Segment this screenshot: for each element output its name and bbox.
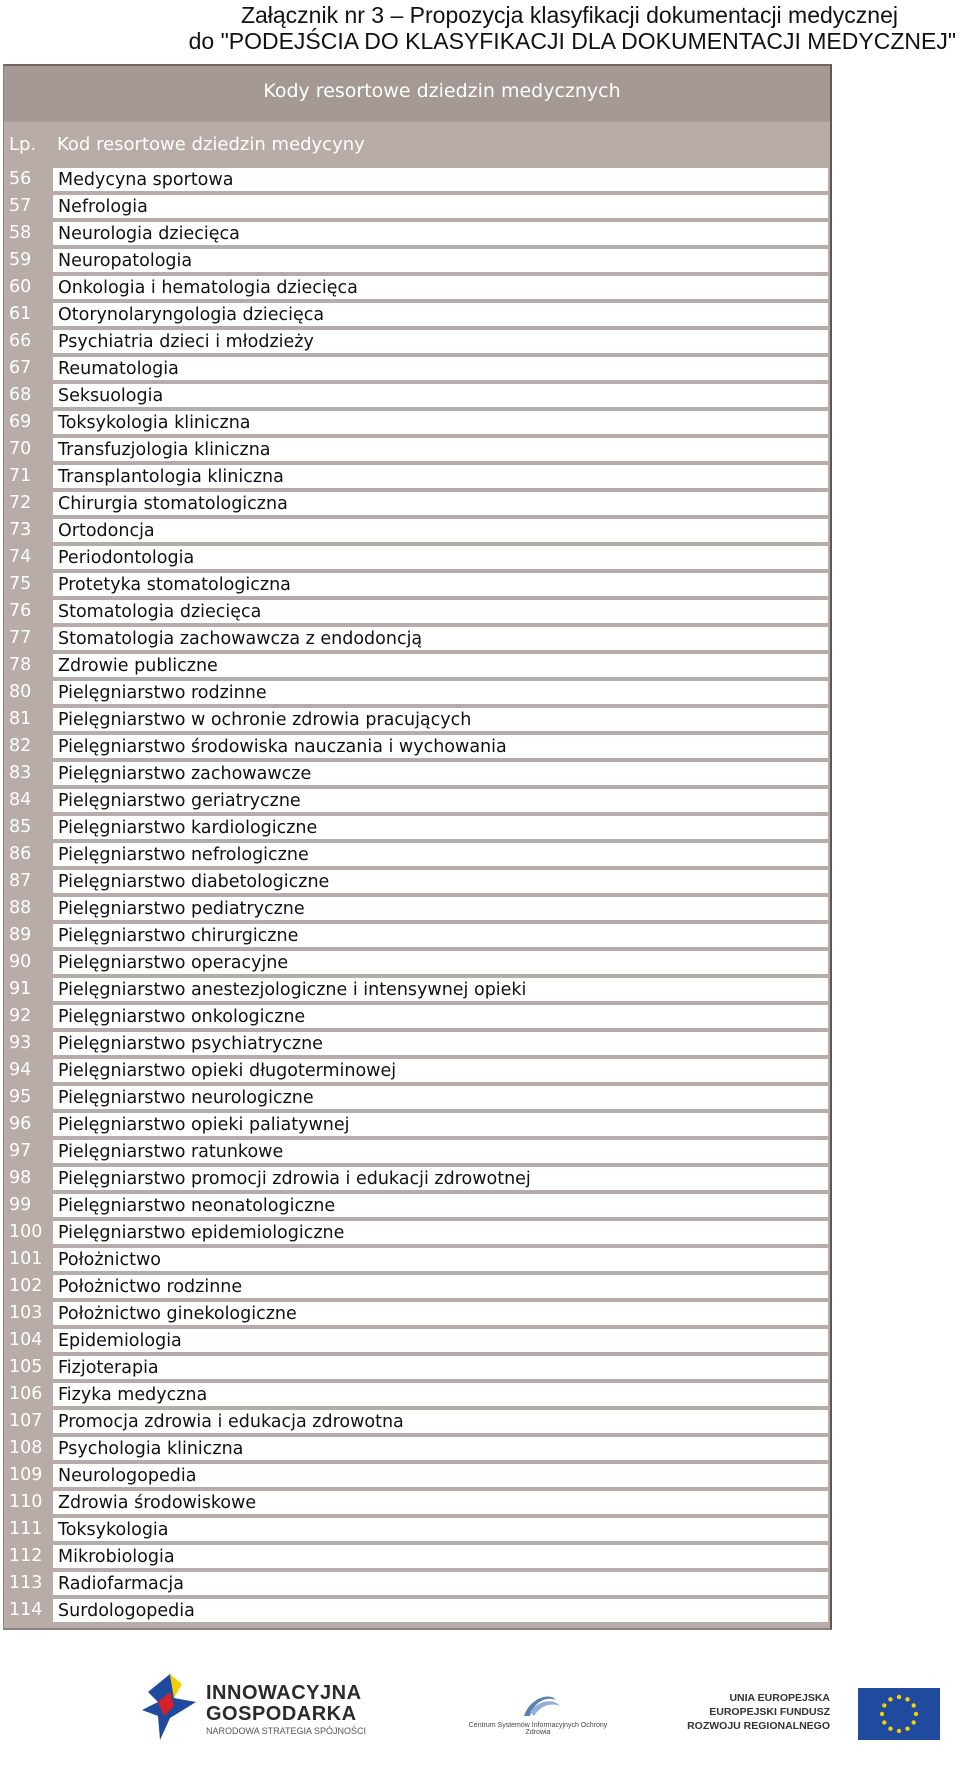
- eu-flag-icon: [858, 1688, 940, 1740]
- row-lp: 80: [9, 682, 32, 702]
- table-row: [4, 679, 830, 706]
- header-title-line2: do "PODEJŚCIA DO KLASYFIKACJI DLA DOKUMENTACJI MEDYCZNEJ": [188, 28, 956, 54]
- eu-star: [912, 1703, 916, 1707]
- ig-line2: GOSPODARKA: [206, 1703, 357, 1725]
- row-lp: 58: [9, 223, 32, 243]
- table-row: [4, 544, 830, 571]
- row-lp: 98: [9, 1168, 32, 1188]
- row-domain-name: Pielęgniarstwo ratunkowe: [53, 1140, 828, 1163]
- csioz-logo: [468, 1686, 608, 1736]
- row-domain-name: Pielęgniarstwo neurologiczne: [53, 1086, 828, 1109]
- row-domain-name: Transplantologia kliniczna: [53, 465, 828, 488]
- row-lp: 113: [9, 1573, 43, 1593]
- row-lp: 100: [9, 1222, 43, 1242]
- row-lp: 67: [9, 358, 32, 378]
- table-row: [4, 1408, 830, 1435]
- table-row: [4, 409, 830, 436]
- row-domain-name: Pielęgniarstwo pediatryczne: [53, 897, 828, 920]
- row-domain-name: Pielęgniarstwo opieki długoterminowej: [53, 1059, 828, 1082]
- row-domain-name: Psychiatria dzieci i młodzieży: [53, 330, 828, 353]
- row-lp: 85: [9, 817, 32, 837]
- row-domain-name: Pielęgniarstwo onkologiczne: [53, 1005, 828, 1028]
- row-domain-name: Pielęgniarstwo geriatryczne: [53, 789, 828, 812]
- row-domain-name: Pielęgniarstwo epidemiologiczne: [53, 1221, 828, 1244]
- row-domain-name: Transfuzjologia kliniczna: [53, 438, 828, 461]
- row-domain-name: Neuropatologia: [53, 249, 828, 272]
- table-row: [4, 787, 830, 814]
- row-lp: 68: [9, 385, 32, 405]
- table-row: [4, 1381, 830, 1408]
- row-lp: 99: [9, 1195, 32, 1215]
- row-lp: 106: [9, 1384, 43, 1404]
- row-lp: 56: [9, 169, 32, 189]
- eu-star: [897, 1729, 901, 1733]
- row-lp: 88: [9, 898, 32, 918]
- row-domain-name: Periodontologia: [53, 546, 828, 569]
- row-domain-name: Seksuologia: [53, 384, 828, 407]
- row-domain-name: Neurologia dziecięca: [53, 222, 828, 245]
- table-row: [4, 1219, 830, 1246]
- eu-line1: UNIA EUROPEJSKA: [729, 1692, 830, 1704]
- row-lp: 97: [9, 1141, 32, 1161]
- row-lp: 105: [9, 1357, 43, 1377]
- row-lp: 112: [9, 1546, 43, 1566]
- table-row: [4, 760, 830, 787]
- eu-star: [888, 1697, 892, 1701]
- table-row: [4, 1327, 830, 1354]
- row-lp: 76: [9, 601, 32, 621]
- row-domain-name: Pielęgniarstwo promocji zdrowia i edukacji zdrowotnej: [53, 1167, 828, 1190]
- row-domain-name: Radiofarmacja: [53, 1572, 828, 1595]
- table-row: [4, 382, 830, 409]
- row-lp: 110: [9, 1492, 43, 1512]
- row-domain-name: Surdologopedia: [53, 1599, 828, 1622]
- eu-star: [912, 1720, 916, 1724]
- table-column-header: [4, 122, 830, 164]
- table-row: [4, 922, 830, 949]
- ig-line3: NARODOWA STRATEGIA SPÓJNOŚCI: [206, 1726, 367, 1736]
- row-lp: 101: [9, 1249, 43, 1269]
- eu-star: [905, 1697, 909, 1701]
- row-lp: 77: [9, 628, 32, 648]
- column-header-code: Kod resortowe dziedzin medycyny: [57, 134, 365, 155]
- row-domain-name: Zdrowia środowiskowe: [53, 1491, 828, 1514]
- row-domain-name: Pielęgniarstwo środowiska nauczania i wychowania: [53, 735, 828, 758]
- row-domain-name: Nefrologia: [53, 195, 828, 218]
- row-lp: 75: [9, 574, 32, 594]
- row-lp: 81: [9, 709, 32, 729]
- row-lp: 78: [9, 655, 32, 675]
- row-lp: 86: [9, 844, 32, 864]
- row-domain-name: Położnictwo rodzinne: [53, 1275, 828, 1298]
- table-row: [4, 814, 830, 841]
- header-title-line1: Załącznik nr 3 – Propozycja klasyfikacji dokumentacji medycznej: [240, 2, 898, 28]
- row-lp: 107: [9, 1411, 43, 1431]
- table-title: Kody resortowe dziedzin medycznych: [263, 80, 621, 102]
- row-domain-name: Mikrobiologia: [53, 1545, 828, 1568]
- footer-logos: [0, 1660, 960, 1750]
- row-domain-name: Protetyka stomatologiczna: [53, 573, 828, 596]
- table-row: [4, 652, 830, 679]
- row-domain-name: Pielęgniarstwo neonatologiczne: [53, 1194, 828, 1217]
- row-domain-name: Pielęgniarstwo opieki paliatywnej: [53, 1113, 828, 1136]
- row-lp: 111: [9, 1519, 43, 1539]
- row-domain-name: Pielęgniarstwo diabetologiczne: [53, 870, 828, 893]
- eu-star: [882, 1720, 886, 1724]
- table-row: [4, 1462, 830, 1489]
- row-domain-name: Chirurgia stomatologiczna: [53, 492, 828, 515]
- row-lp: 83: [9, 763, 32, 783]
- row-lp: 93: [9, 1033, 32, 1053]
- row-domain-name: Psychologia kliniczna: [53, 1437, 828, 1460]
- table-row: [4, 517, 830, 544]
- table-row: [4, 166, 830, 193]
- table-row: [4, 1597, 830, 1624]
- row-domain-name: Pielęgniarstwo anestezjologiczne i intensywnej opieki: [53, 978, 828, 1001]
- row-lp: 69: [9, 412, 32, 432]
- row-domain-name: Pielęgniarstwo nefrologiczne: [53, 843, 828, 866]
- table-row: [4, 490, 830, 517]
- row-lp: 57: [9, 196, 32, 216]
- table-row: [4, 1354, 830, 1381]
- table-row: [4, 733, 830, 760]
- row-lp: 103: [9, 1303, 43, 1323]
- row-domain-name: Pielęgniarstwo operacyjne: [53, 951, 828, 974]
- row-domain-name: Pielęgniarstwo zachowawcze: [53, 762, 828, 785]
- row-domain-name: Zdrowie publiczne: [53, 654, 828, 677]
- row-domain-name: Położnictwo ginekologiczne: [53, 1302, 828, 1325]
- table-row: [4, 301, 830, 328]
- row-lp: 60: [9, 277, 32, 297]
- row-lp: 96: [9, 1114, 32, 1134]
- table-row: [4, 1084, 830, 1111]
- table-row: [4, 463, 830, 490]
- table-row: [4, 895, 830, 922]
- table-row: [4, 328, 830, 355]
- row-lp: 61: [9, 304, 32, 324]
- table-row: [4, 1192, 830, 1219]
- table-row: [4, 193, 830, 220]
- table-row: [4, 1165, 830, 1192]
- eu-line2: EUROPEJSKI FUNDUSZ: [709, 1706, 830, 1718]
- table-body: [4, 166, 830, 1624]
- eu-star: [882, 1703, 886, 1707]
- table-row: [4, 1570, 830, 1597]
- row-lp: 102: [9, 1276, 43, 1296]
- row-domain-name: Neurologopedia: [53, 1464, 828, 1487]
- row-lp: 109: [9, 1465, 43, 1485]
- table-row: [4, 976, 830, 1003]
- row-lp: 82: [9, 736, 32, 756]
- row-lp: 114: [9, 1600, 43, 1620]
- table-row: [4, 1516, 830, 1543]
- table-row: [4, 1435, 830, 1462]
- row-domain-name: Onkologia i hematologia dziecięca: [53, 276, 828, 299]
- ig-line1: INNOWACYJNA: [206, 1682, 362, 1704]
- eu-logo: [687, 1688, 940, 1740]
- row-domain-name: Promocja zdrowia i edukacja zdrowotna: [53, 1410, 828, 1433]
- row-lp: 84: [9, 790, 32, 810]
- csioz-swirl-icon: [468, 1686, 608, 1720]
- table-row: [4, 1003, 830, 1030]
- table-row: [4, 949, 830, 976]
- column-header-lp: Lp.: [9, 134, 37, 155]
- row-domain-name: Pielęgniarstwo kardiologiczne: [53, 816, 828, 839]
- row-lp: 70: [9, 439, 32, 459]
- row-lp: 94: [9, 1060, 32, 1080]
- csioz-text: Centrum Systemów Informacyjnych Ochrony Zdrowia: [468, 1722, 608, 1736]
- row-lp: 89: [9, 925, 32, 945]
- eu-star: [880, 1712, 884, 1716]
- table-row: [4, 1030, 830, 1057]
- row-domain-name: Otorynolaryngologia dziecięca: [53, 303, 828, 326]
- row-lp: 95: [9, 1087, 32, 1107]
- row-domain-name: Toksykologia: [53, 1518, 828, 1541]
- table-row: [4, 706, 830, 733]
- row-domain-name: Medycyna sportowa: [53, 168, 828, 191]
- row-domain-name: Pielęgniarstwo rodzinne: [53, 681, 828, 704]
- codes-table: [3, 64, 832, 1630]
- table-row: [4, 220, 830, 247]
- eu-star: [897, 1695, 901, 1699]
- row-domain-name: Fizyka medyczna: [53, 1383, 828, 1406]
- row-lp: 108: [9, 1438, 43, 1458]
- ig-star-icon: [140, 1672, 202, 1742]
- row-domain-name: Ortodoncja: [53, 519, 828, 542]
- row-domain-name: Stomatologia zachowawcza z endodoncją: [53, 627, 828, 650]
- row-domain-name: Epidemiologia: [53, 1329, 828, 1352]
- row-lp: 74: [9, 547, 32, 567]
- row-lp: 92: [9, 1006, 32, 1026]
- table-row: [4, 1111, 830, 1138]
- table-row: [4, 436, 830, 463]
- row-domain-name: Pielęgniarstwo w ochronie zdrowia pracujących: [53, 708, 828, 731]
- row-lp: 104: [9, 1330, 43, 1350]
- table-row: [4, 1489, 830, 1516]
- row-domain-name: Pielęgniarstwo psychiatryczne: [53, 1032, 828, 1055]
- row-domain-name: Położnictwo: [53, 1248, 828, 1271]
- table-row: [4, 598, 830, 625]
- eu-line3: ROZWOJU REGIONALNEGO: [687, 1720, 830, 1732]
- table-row: [4, 1543, 830, 1570]
- row-lp: 91: [9, 979, 32, 999]
- table-row: [4, 571, 830, 598]
- table-row: [4, 625, 830, 652]
- table-row: [4, 841, 830, 868]
- innowacyjna-gospodarka-logo: [140, 1672, 380, 1742]
- table-row: [4, 247, 830, 274]
- table-row: [4, 1246, 830, 1273]
- row-lp: 90: [9, 952, 32, 972]
- eu-star: [905, 1727, 909, 1731]
- table-row: [4, 1273, 830, 1300]
- row-domain-name: Fizjoterapia: [53, 1356, 828, 1379]
- eu-star: [888, 1727, 892, 1731]
- row-lp: 66: [9, 331, 32, 351]
- row-domain-name: Reumatologia: [53, 357, 828, 380]
- row-lp: 87: [9, 871, 32, 891]
- row-lp: 59: [9, 250, 32, 270]
- row-domain-name: Toksykologia kliniczna: [53, 411, 828, 434]
- row-domain-name: Stomatologia dziecięca: [53, 600, 828, 623]
- table-row: [4, 1138, 830, 1165]
- row-lp: 72: [9, 493, 32, 513]
- table-row: [4, 1057, 830, 1084]
- eu-star: [914, 1712, 918, 1716]
- row-lp: 73: [9, 520, 32, 540]
- table-row: [4, 355, 830, 382]
- row-domain-name: Pielęgniarstwo chirurgiczne: [53, 924, 828, 947]
- row-lp: 71: [9, 466, 32, 486]
- table-row: [4, 1300, 830, 1327]
- table-row: [4, 868, 830, 895]
- table-row: [4, 274, 830, 301]
